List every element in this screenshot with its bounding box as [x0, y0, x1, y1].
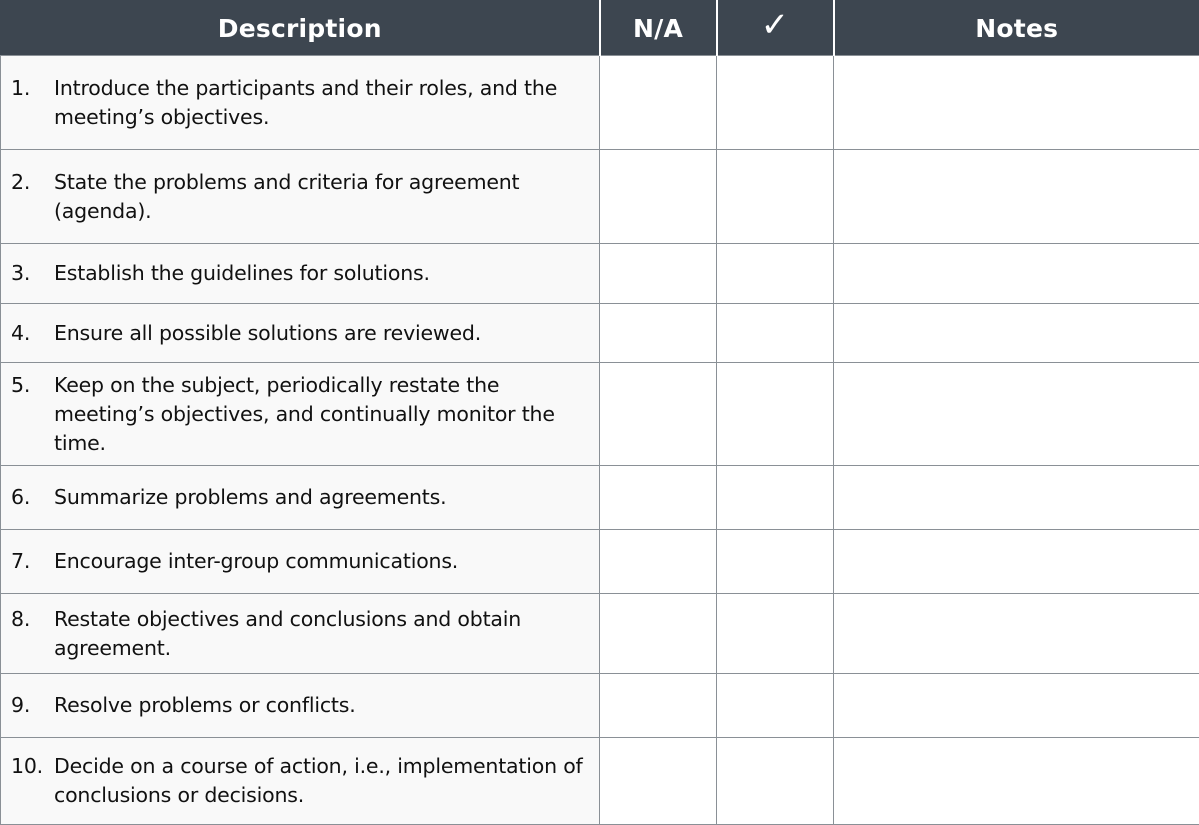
item-number: 9. [11, 693, 31, 717]
notes-cell[interactable] [834, 244, 1199, 304]
notes-cell[interactable] [834, 530, 1199, 594]
column-header-notes: Notes [834, 1, 1199, 56]
item-number: 2. [11, 169, 31, 194]
na-cell[interactable] [600, 150, 717, 244]
na-cell[interactable] [600, 738, 717, 825]
description-cell [1, 466, 600, 530]
na-cell[interactable] [600, 466, 717, 530]
item-description: Introduce the participants and their roles, and the meeting’s objectives. [54, 75, 558, 129]
column-header-description: Description [1, 1, 600, 56]
item-description: Decide on a course of action, i.e., implementation of conclusions or decisions. [54, 754, 583, 807]
notes-cell[interactable] [834, 674, 1199, 738]
table-header [1, 1, 1199, 56]
na-cell[interactable] [600, 530, 717, 594]
na-cell[interactable] [600, 244, 717, 304]
item-description: Summarize problems and agreements. [54, 485, 447, 509]
description-cell [1, 530, 600, 594]
check-cell[interactable] [717, 56, 834, 150]
item-description: Ensure all possible solutions are reviewed. [54, 320, 482, 345]
description-cell [1, 738, 600, 825]
item-number: 4. [11, 320, 31, 345]
description-cell [1, 304, 600, 363]
check-cell[interactable] [717, 304, 834, 363]
item-number: 8. [11, 606, 31, 631]
na-cell[interactable] [600, 363, 717, 466]
notes-cell[interactable] [834, 304, 1199, 363]
checkmark-icon: ✓ [760, 5, 790, 45]
na-cell[interactable] [600, 56, 717, 150]
check-cell[interactable] [717, 244, 834, 304]
na-cell[interactable] [600, 594, 717, 674]
column-header-na: N/A [600, 1, 717, 56]
notes-cell[interactable] [834, 738, 1199, 825]
check-cell[interactable] [717, 594, 834, 674]
table-row [1, 594, 1199, 674]
description-cell [1, 594, 600, 674]
table-row [1, 304, 1199, 363]
table-row [1, 466, 1199, 530]
check-cell[interactable] [717, 150, 834, 244]
item-number: 3. [11, 261, 31, 285]
check-cell[interactable] [717, 363, 834, 466]
description-cell [1, 150, 600, 244]
header-row [1, 1, 1199, 56]
table-row [1, 150, 1199, 244]
item-number: 7. [11, 549, 31, 573]
notes-cell[interactable] [834, 594, 1199, 674]
item-number: 10. [11, 754, 44, 778]
description-cell [1, 674, 600, 738]
description-cell [1, 244, 600, 304]
table-body [1, 56, 1199, 825]
check-cell[interactable] [717, 466, 834, 530]
item-number: 6. [11, 485, 31, 509]
item-description: Encourage inter-group communications. [54, 549, 459, 573]
check-cell[interactable] [717, 530, 834, 594]
item-number: 1. [11, 75, 31, 100]
table-row [1, 530, 1199, 594]
table-row [1, 674, 1199, 738]
na-cell[interactable] [600, 304, 717, 363]
notes-cell[interactable] [834, 466, 1199, 530]
table-row [1, 244, 1199, 304]
table-row [1, 738, 1199, 825]
item-description: Resolve problems or conflicts. [54, 693, 356, 717]
item-description: Restate objectives and conclusions and obtain agreement. [54, 606, 522, 660]
column-header-check [717, 1, 834, 56]
item-description: State the problems and criteria for agreement (agenda). [54, 169, 520, 223]
notes-cell[interactable] [834, 56, 1199, 150]
item-number: 5. [11, 372, 31, 397]
na-cell[interactable] [600, 674, 717, 738]
table-row [1, 363, 1199, 466]
check-cell[interactable] [717, 738, 834, 825]
description-cell [1, 363, 600, 466]
check-cell[interactable] [717, 674, 834, 738]
item-description: Keep on the subject, periodically restate the meeting’s objectives, and continually monitor the time. [54, 372, 555, 455]
item-description: Establish the guidelines for solutions. [54, 261, 430, 285]
notes-cell[interactable] [834, 363, 1199, 466]
description-cell [1, 56, 600, 150]
notes-cell[interactable] [834, 150, 1199, 244]
table-row [1, 56, 1199, 150]
